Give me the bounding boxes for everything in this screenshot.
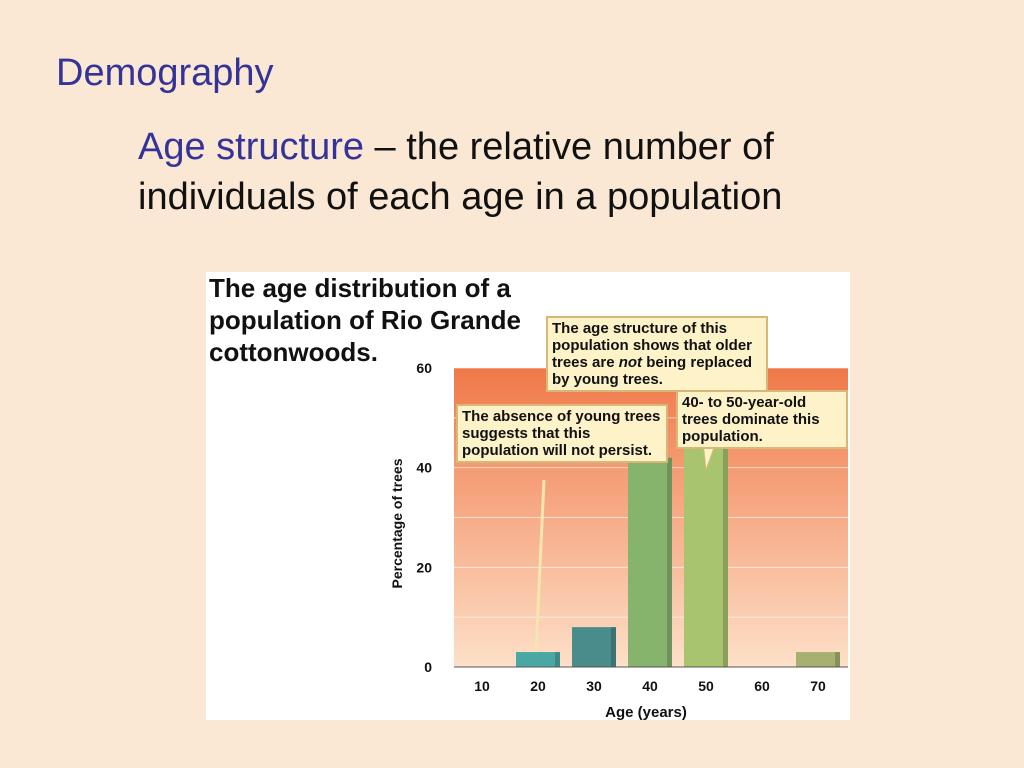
definition-term: Age structure [138, 126, 364, 168]
x-tick-label: 60 [754, 678, 770, 694]
callout-age-structure-pre: The age structure of this population shows that older trees are [552, 320, 752, 371]
bar [572, 627, 616, 667]
x-tick-label: 30 [586, 678, 602, 694]
callout-absence-text: The absence of young trees suggests that this population will not persist. [462, 408, 661, 459]
figure-title: The age distribution of a population of Rio Grande cottonwoods. [209, 273, 521, 367]
bar-age-30 [572, 627, 616, 667]
bar-shade [611, 627, 616, 667]
callout-age-structure-emphasis: not [618, 354, 643, 371]
definition-text [138, 122, 958, 222]
slide-title: Demography [56, 52, 274, 94]
callout-age-structure-post: being replaced by young trees. [552, 354, 753, 388]
x-tick-label: 40 [642, 678, 658, 694]
y-axis-label: Percentage of trees [389, 458, 405, 589]
y-tick-label: 60 [416, 360, 432, 376]
x-tick-label: 10 [474, 678, 490, 694]
x-tick-labels [474, 678, 826, 694]
bar-shade [555, 652, 560, 667]
age-distribution-figure [206, 272, 850, 720]
y-tick-label: 0 [424, 659, 432, 675]
bar-age-50 [684, 443, 728, 667]
callout-dominate-text: 40- to 50-year-old trees dominate this population. [682, 394, 820, 445]
bar [628, 458, 672, 667]
x-tick-label: 50 [698, 678, 714, 694]
bar [796, 652, 840, 667]
bar [684, 443, 728, 667]
x-tick-label: 70 [810, 678, 826, 694]
definition-body: – the relative number of individuals of each age in a population [138, 126, 783, 218]
bar [516, 652, 560, 667]
bar-shade [667, 458, 672, 667]
x-axis-label: Age (years) [605, 704, 687, 720]
callout-age-structure [546, 316, 768, 392]
y-tick-label: 40 [416, 459, 432, 476]
x-tick-label: 20 [530, 678, 546, 694]
bar-shade [723, 443, 728, 667]
callout-absence [456, 404, 668, 463]
bar-age-40 [628, 458, 672, 667]
bar-age-20 [516, 652, 560, 667]
y-tick-label: 20 [416, 559, 432, 576]
y-tick-labels [416, 360, 432, 675]
bar-age-70 [796, 652, 840, 667]
bar-shade [835, 652, 840, 667]
callout-dominate [676, 390, 848, 449]
